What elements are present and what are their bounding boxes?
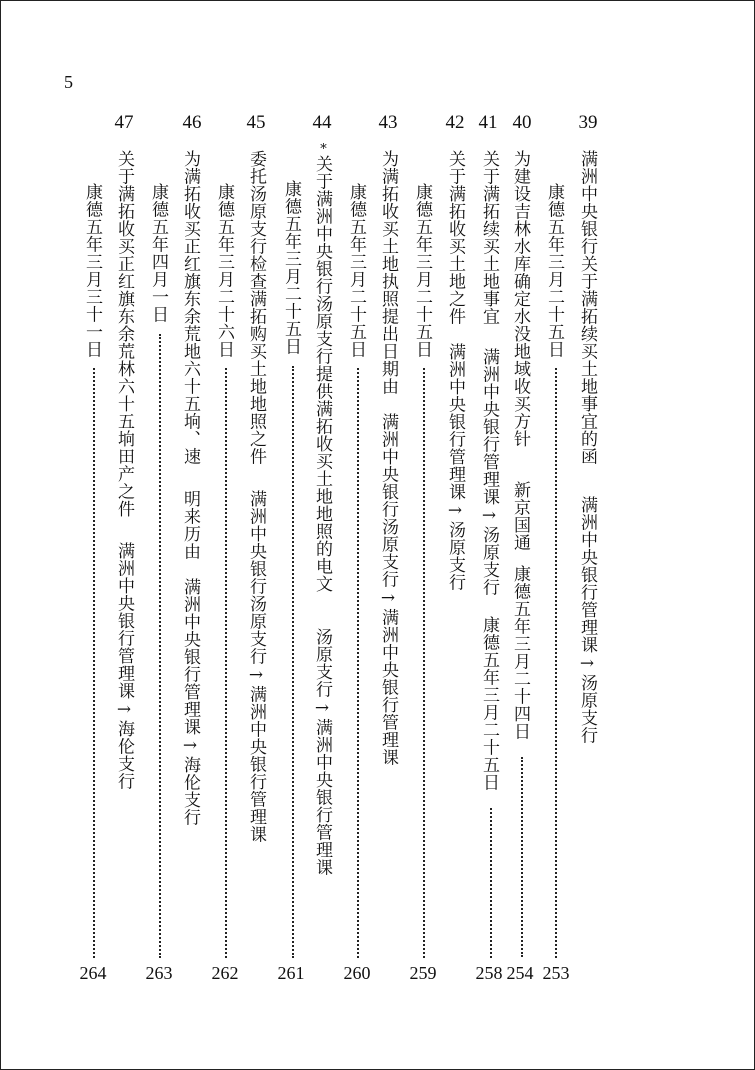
entry-route: 满洲中央银行管理课→海伦支行 (114, 542, 134, 790)
dot-leader (225, 368, 227, 958)
entry-page: 262 (211, 963, 239, 983)
entry-page: 260 (343, 963, 371, 983)
entry-page: 263 (145, 963, 173, 983)
entry-page: 264 (79, 963, 107, 983)
entry-number: 44 (312, 112, 332, 133)
entry-title: 关于满拓收买土地之件 (445, 150, 465, 325)
entry-title-continued: 明来历由 (180, 490, 200, 560)
dot-leader (555, 368, 557, 958)
entry-title: 委托汤原支行检查满拓购买土地地照之件 (246, 150, 266, 465)
entry-number: 42 (445, 112, 465, 133)
entry-number: 43 (378, 112, 398, 133)
entry-route: 满洲中央银行管理课→海伦支行 (180, 578, 200, 826)
entry-number: 46 (182, 112, 202, 133)
entry-number: 40 (512, 112, 532, 133)
entry-number: 47 (114, 112, 134, 133)
entry-page: 253 (542, 963, 570, 983)
dot-leader (159, 334, 161, 958)
entry-title: 满洲中央银行关于满拓续买土地事宜的函 (577, 150, 597, 465)
entry-route: 满洲中央银行管理课→汤原支行 (445, 343, 465, 591)
entry-page: 254 (506, 963, 534, 983)
entry-title: 关于满拓收买正红旗东余荒林六十五垧田产之件 (114, 150, 134, 518)
entry-route: 新京国通 (510, 481, 530, 551)
entry-page: 258 (475, 963, 503, 983)
star-mark: * (316, 142, 331, 158)
entry-number: 45 (246, 112, 266, 133)
entry-date: 康德五年三月三十一日 (82, 183, 102, 358)
dot-leader (490, 808, 492, 958)
dot-leader (292, 366, 294, 958)
entry-route: 满洲中央银行汤原支行→满洲中央银行管理课 (246, 490, 266, 843)
dot-leader (357, 368, 359, 958)
entry-date: 康德五年三月二十五日 (346, 183, 366, 358)
page-number: 5 (64, 72, 73, 92)
entry-route: 满洲中央银行管理课→汤原支行 (479, 348, 499, 596)
entry-date: 康德五年三月二十五日 (281, 180, 301, 355)
entry-title: 为满拓收买土地执照提出日期由 (378, 150, 398, 395)
entry-date: 康德五年三月二十五日 (412, 183, 432, 358)
entry-route: 汤原支行→满洲中央银行管理课 (312, 628, 332, 876)
entry-title: 为建设吉林水库确定水没地域收买方针 (510, 150, 530, 448)
dot-leader (93, 368, 95, 958)
entry-title: 关于满洲中央银行汤原支行提供满拓收买土地地照的电文 (312, 155, 332, 593)
entry-date: 康德五年三月二十四日 (510, 565, 530, 740)
entry-date: 康德五年三月二十五日 (544, 183, 564, 358)
entry-date: 康德五年三月二十五日 (479, 616, 499, 791)
entry-route: 满洲中央银行汤原支行→满洲中央银行管理课 (378, 413, 398, 766)
entry-page: 259 (409, 963, 437, 983)
entry-title: 关于满拓续买土地事宜 (479, 150, 499, 325)
entry-date: 康德五年四月一日 (148, 183, 168, 323)
entry-number: 39 (578, 112, 598, 133)
dot-leader (521, 757, 523, 957)
dot-leader (423, 368, 425, 958)
entry-date: 康德五年三月二十六日 (214, 183, 234, 358)
entry-title: 为满拓收买正红旗东余荒地六十五垧、速 (180, 150, 200, 465)
entry-page: 261 (277, 963, 305, 983)
entry-number: 41 (478, 112, 498, 133)
entry-route: 满洲中央银行管理课→汤原支行 (577, 496, 597, 744)
